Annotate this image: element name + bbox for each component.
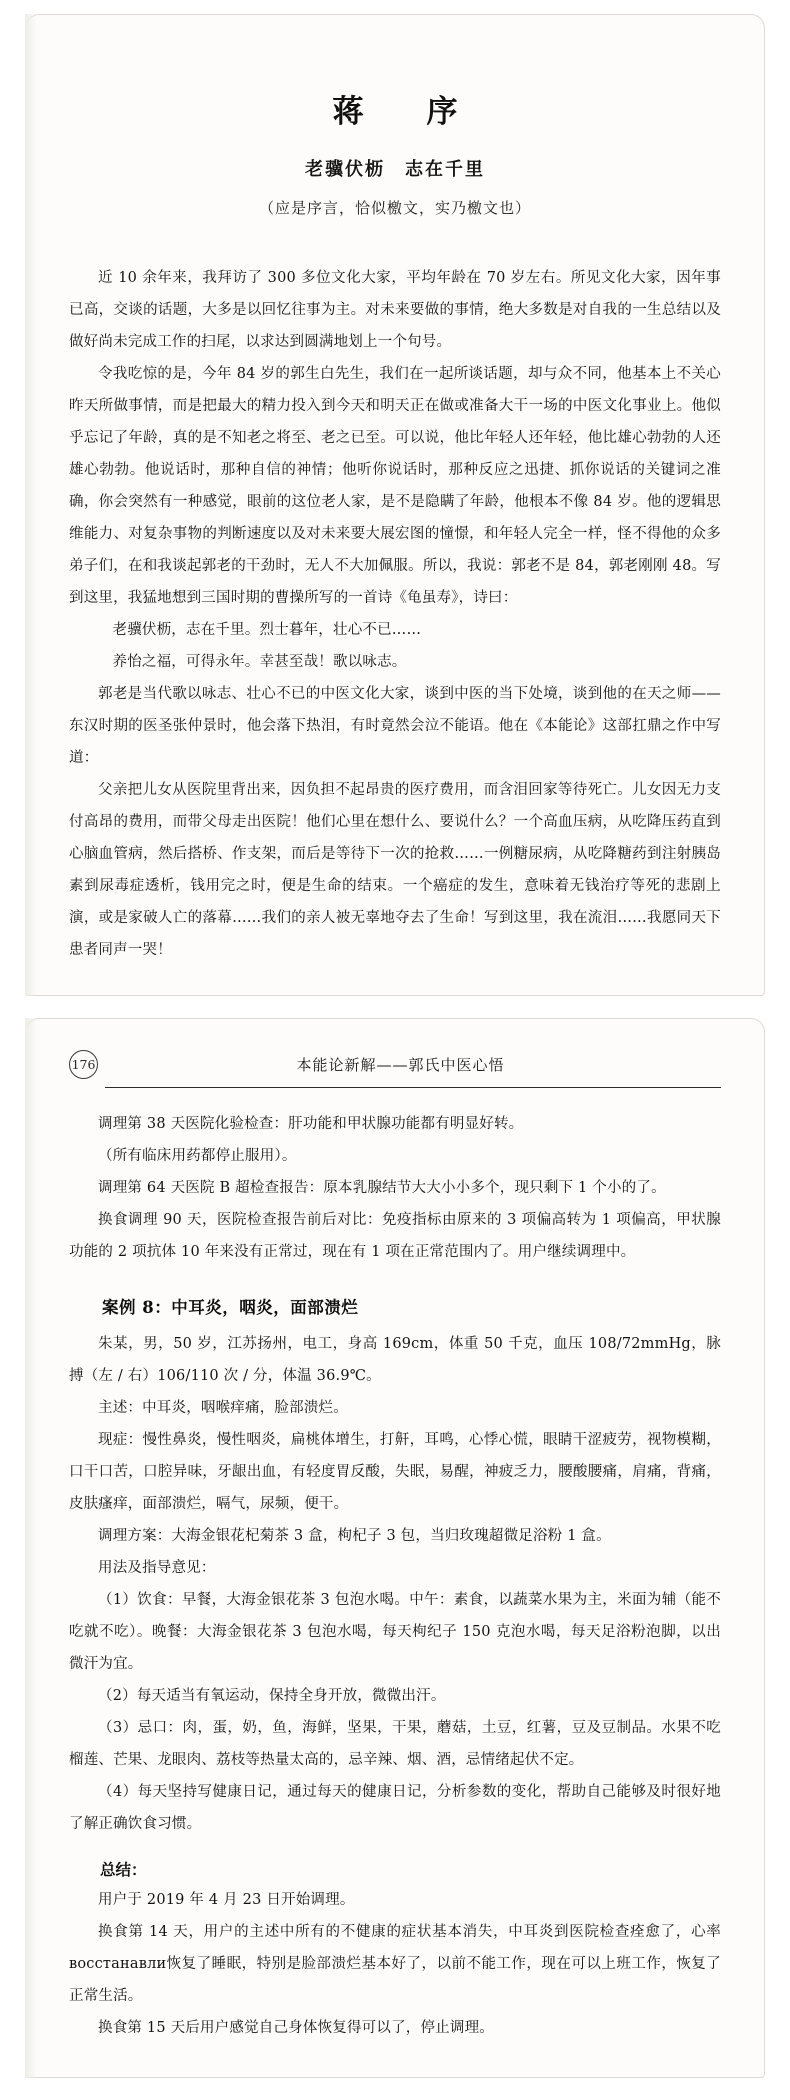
case-heading: 案例 8：中耳炎，咽炎，面部溃烂 (102, 1298, 359, 1317)
paragraph: （3）忌口：肉，蛋，奶，鱼，海鲜，坚果，干果，蘑菇，土豆，红薯，豆及豆制品。水果不吃榴莲、芒果、龙眼肉、荔枝等热量太高的，忌辛辣、烟、酒，忌情绪起伏不定。 (69, 1720, 721, 1768)
page-176-body (69, 1108, 721, 2044)
header-divider (105, 1087, 721, 1088)
poem-line: 养怡之福，可得永年。幸甚至哉！歌以咏志。 (112, 654, 407, 670)
poem-line: 老骥伏枥，志在千里。烈士暮年，壮心不已…… (112, 622, 422, 638)
paragraph: （1）饮食：早餐，大海金银花茶 3 包泡水喝。中午：素食，以蔬菜水果为主，米面为辅（能不吃就不吃）。晚餐：大海金银花茶 3 包泡水喝，每天枸纪子 150 克泡水喝，每天足浴粉泡脚，以出微汗为宜。 (69, 1592, 721, 1672)
paragraph: （2）每天适当有氧运动，保持全身开放，微微出汗。 (98, 1688, 446, 1704)
running-head (69, 1044, 721, 1084)
paragraph: 主述：中耳炎，咽喉痒痛，脸部溃烂。 (98, 1400, 348, 1416)
paragraph: 调理第 38 天医院化验检查：肝功能和甲状腺功能都有明显好转。 (98, 1116, 524, 1132)
preface-body (69, 262, 721, 966)
paragraph: （所有临床用药都停止服用）。 (98, 1148, 297, 1164)
paragraph: 调理第 64 天医院 B 超检查报告：原本乳腺结节大大小小多个，现只剩下 1 个小的了。 (98, 1180, 666, 1196)
paragraph: 朱某，男，50 岁，江苏扬州，电工，身高 169cm，体重 50 千克，血压 108/72mmHg，脉搏（左 / 右）106/110 次 / 分，体温 36.9℃。 (69, 1336, 721, 1384)
page-note: （应是序言，恰似檄文，实乃檄文也） (258, 199, 531, 217)
summary-heading: 总结： (100, 1860, 147, 1879)
paragraph: 换食第 15 天后用户感觉自己身体恢复得可以了，停止调理。 (98, 2020, 494, 2036)
content-page-176 (25, 1018, 765, 2078)
paragraph: 近 10 余年来，我拜访了 300 多位文化大家，平均年龄在 70 岁左右。所见文化大家，因年事已高，交谈的话题，大多是以回忆往事为主。对未来要做的事情，绝大多数是对自我的一生总结以及做好尚未完成工作的扫尾，以求达到圆满地划上一个句号。 (69, 270, 721, 350)
paragraph: 调理方案：大海金银花杞菊茶 3 盒，枸杞子 3 包，当归玫瑰超微足浴粉 1 盒。 (98, 1528, 611, 1544)
page-number: 176 (69, 1050, 98, 1079)
paragraph: 用户于 2019 年 4 月 23 日开始调理。 (98, 1892, 355, 1908)
paragraph: 换食调理 90 天，医院检查报告前后对比：免疫指标由原来的 3 项偏高转为 1 项偏高，甲状腺功能的 2 项抗体 10 年来没有正常过，现在有 1 项在正常范围内了。用户继续调理中。 (69, 1212, 721, 1260)
page-title: 蒋 序 (332, 94, 474, 130)
paragraph: 换食第 14 天，用户的主述中所有的不健康的症状基本消失，中耳炎到医院检查痊愈了，心率восстанавли恢复了睡眠，特别是脸部溃烂基本好了，以前不能工作，现在可以上班工作，恢复了正常生活。 (69, 1924, 721, 2004)
book-header (98, 1054, 721, 1075)
preface-page (25, 14, 765, 996)
book-header-label: 本能论新解——郭氏中医心悟 (296, 1055, 505, 1074)
paragraph: （4）每天坚持写健康日记，通过每天的健康日记，分析参数的变化，帮助自己能够及时很好地了解正确饮食习惯。 (69, 1784, 721, 1832)
blockquote: 父亲把儿女从医院里背出来，因负担不起昂贵的医疗费用，而含泪回家等待死亡。儿女因无力支付高昂的费用，而带父母走出医院！他们心里在想什么、要说什么？一个高血压病，从吃降压药直到心脑血管病，然后搭桥、作支架，而后是等待下一次的抢救……一例糖尿病，从吃降糖药到注射胰岛素到尿毒症透析，钱用完之时，便是生命的结束。一个癌症的发生，意味着无钱治疗等死的悲剧上演，或是家破人亡的落幕……我们的亲人被无辜地夺去了生命！写到这里，我在流泪……我愿同天下患者同声一哭！ (69, 782, 721, 958)
paragraph: 郭老是当代歌以咏志、壮心不已的中医文化大家，谈到中医的当下处境，谈到他的在天之师——东汉时期的医圣张仲景时，他会落下热泪，有时竟然会泣不能语。他在《本能论》这部扛鼎之作中写道： (69, 686, 721, 766)
paragraph: 令我吃惊的是，今年 84 岁的郭生白先生，我们在一起所谈话题，却与众不同，他基本上不关心昨天所做事情，而是把最大的精力投入到今天和明天正在做或准备大干一场的中医文化事业上。他似乎忘记了年龄，真的是不知老之将至、老之已至。可以说，他比年轻人还年轻，他比雄心勃勃的人还雄心勃勃。他说话时，那种自信的神情；他听你说话时，那种反应之迅捷、抓你说话的关键词之准确，你会突然有一种感觉，眼前的这位老人家，是不是隐瞒了年龄，他根本不像 84 岁。他的逻辑思维能力、对复杂事物的判断速度以及对未来要大展宏图的憧憬，和年轻人完全一样，怪不得他的众多弟子们，在和我谈起郭老的干劲时，无人不大加佩服。所以，我说：郭老不是 84，郭老刚刚 48。写到这里，我猛地想到三国时期的曹操所写的一首诗《龟虽寿》，诗曰： (69, 366, 721, 606)
paragraph: 用法及指导意见： (98, 1560, 216, 1576)
paragraph: 现症：慢性鼻炎，慢性咽炎，扁桃体增生，打鼾，耳鸣，心悸心慌，眼睛干涩疲劳，视物模糊，口干口苦，口腔异味，牙龈出血，有轻度胃反酸，失眠，易醒，神疲乏力，腰酸腰痛，肩痛，背痛，皮肤瘙痒，面部溃烂，嗝气，尿频，便干。 (69, 1432, 721, 1512)
page-subtitle: 老骥伏枥 志在千里 (305, 159, 485, 180)
